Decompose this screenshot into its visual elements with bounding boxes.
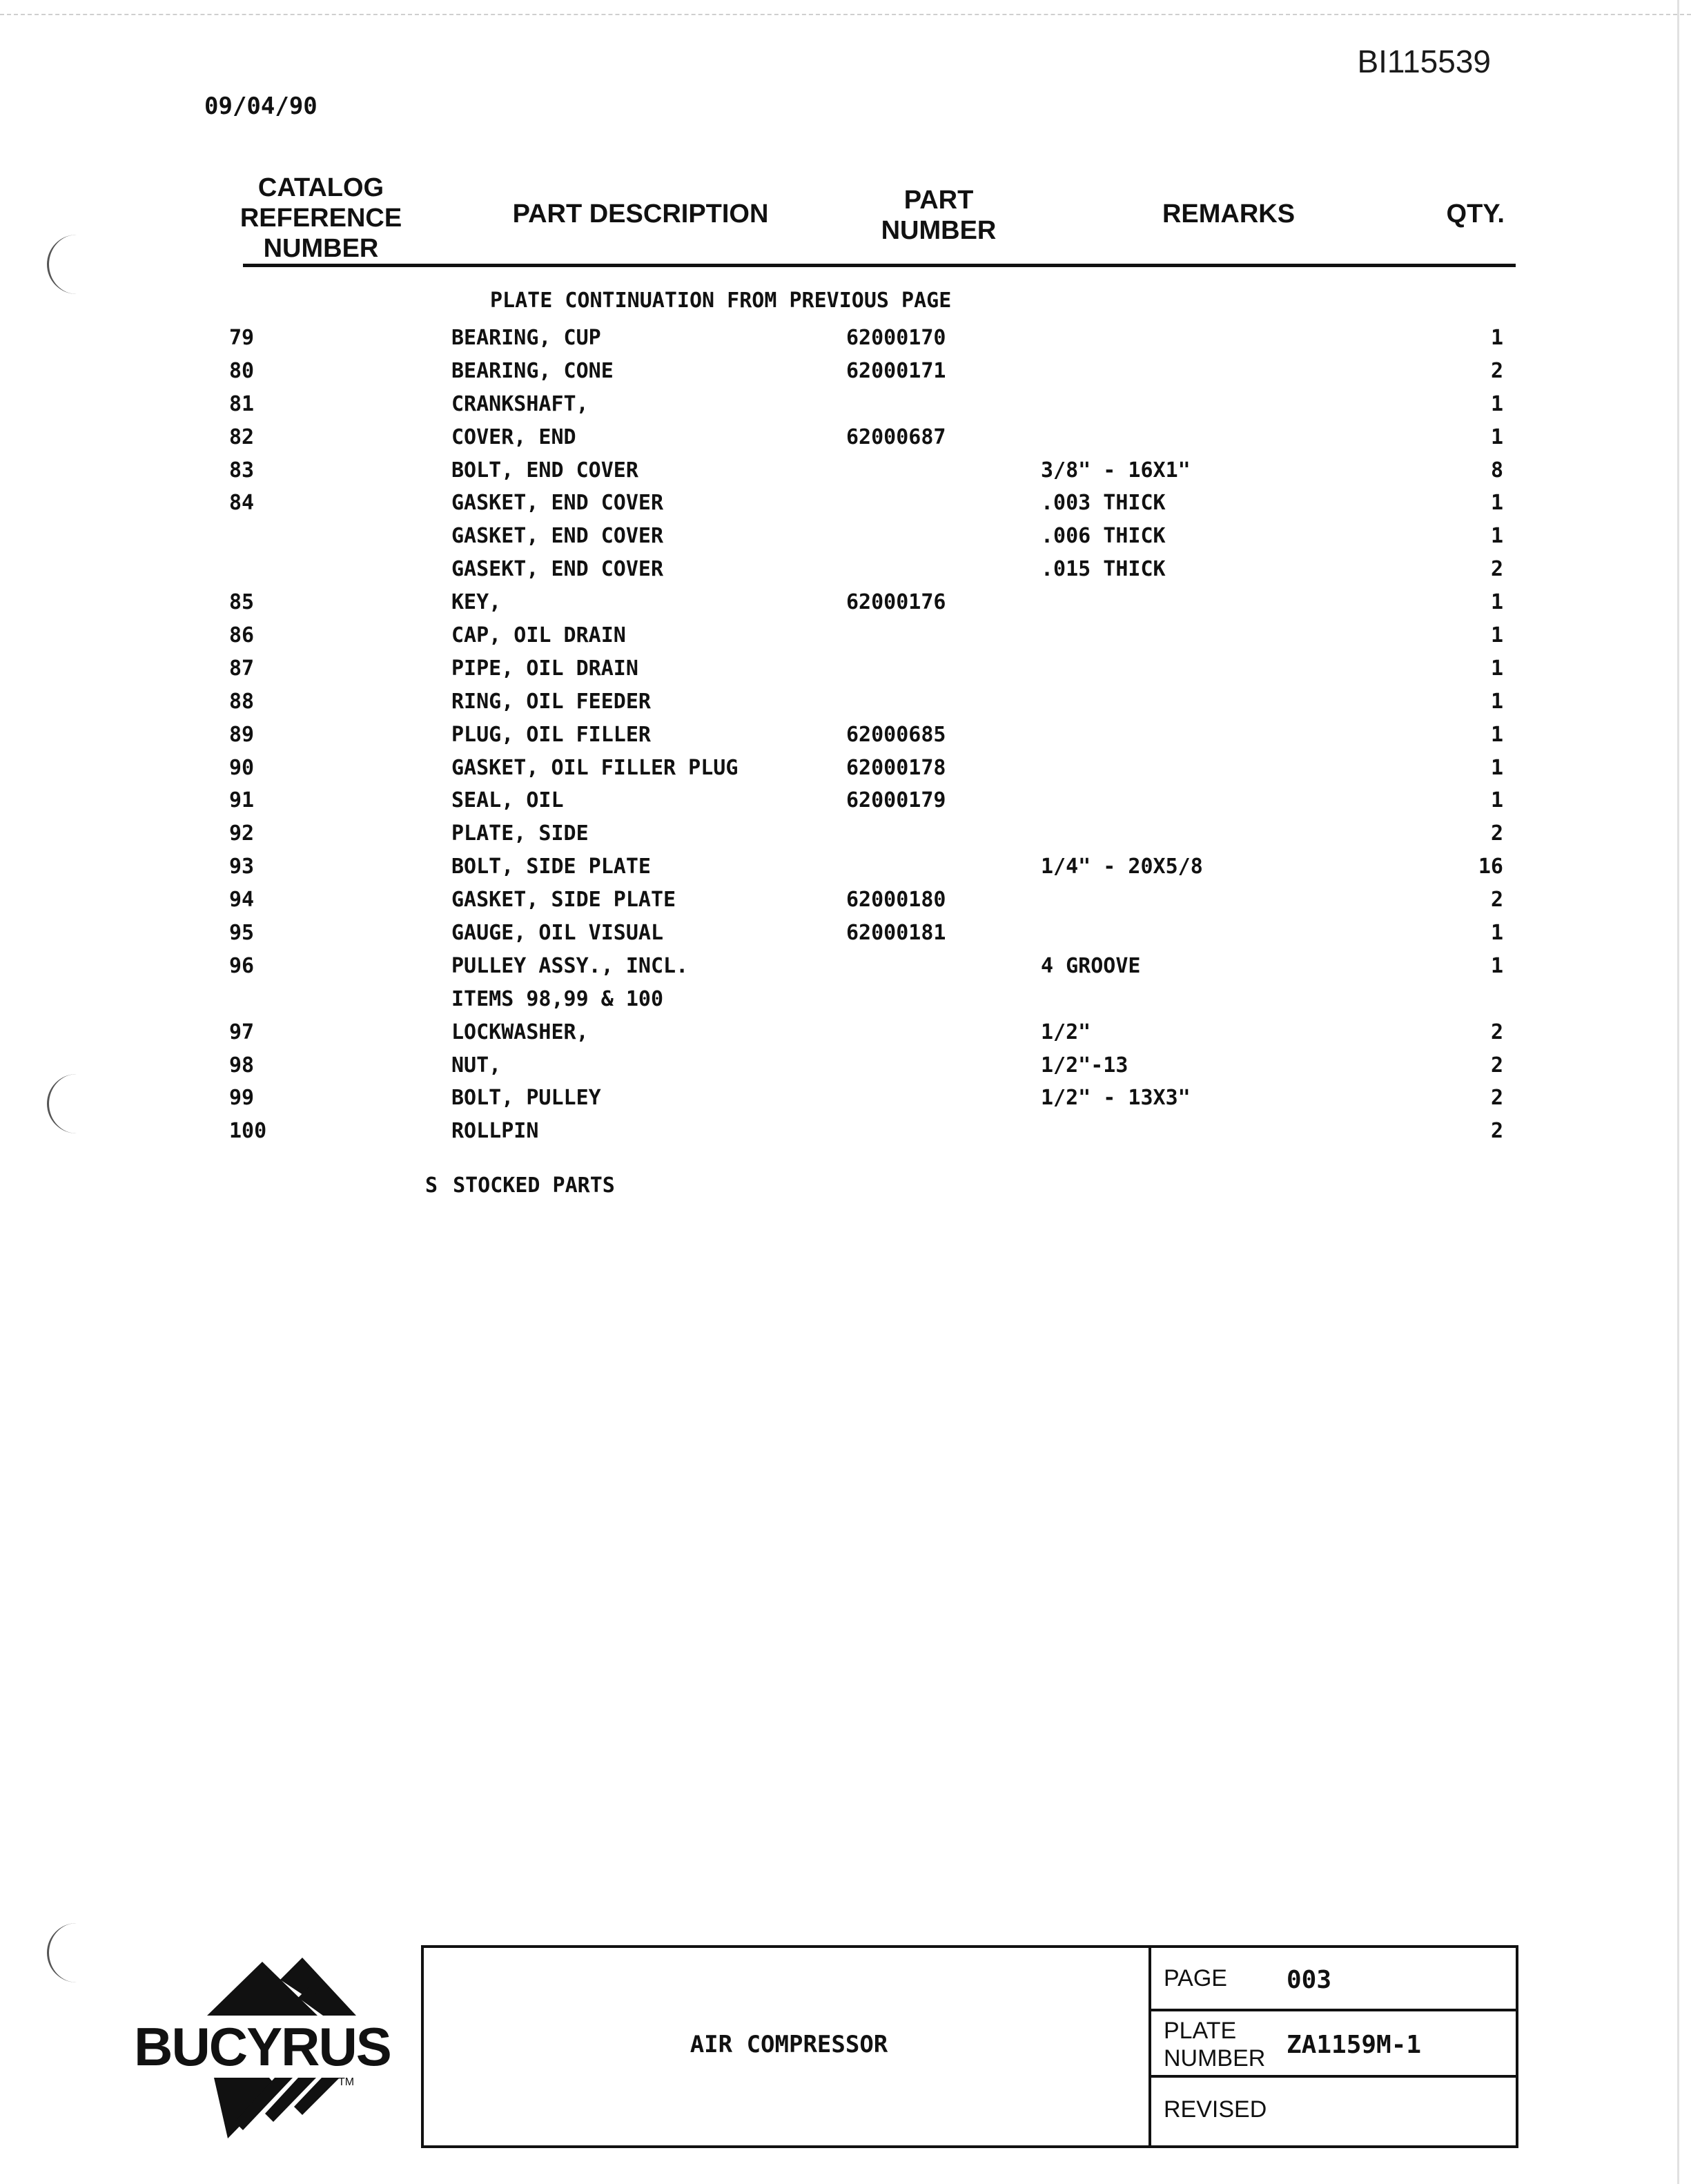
catalog-reference-cell: 85 bbox=[229, 590, 255, 615]
part-description-cell: BOLT, SIDE PLATE bbox=[451, 855, 651, 879]
part-number-cell: 62000179 bbox=[846, 788, 946, 813]
qty-cell: 1 bbox=[1490, 921, 1503, 946]
part-number-cell: 62000176 bbox=[846, 590, 946, 615]
table-row bbox=[0, 850, 1691, 884]
qty-cell: 2 bbox=[1490, 557, 1503, 582]
catalog-reference-cell: 81 bbox=[229, 391, 255, 416]
page-label: PAGE bbox=[1164, 1965, 1227, 1991]
part-description-cell: CAP, OIL DRAIN bbox=[451, 623, 626, 648]
catalog-reference-cell: 83 bbox=[229, 458, 255, 482]
header-remarks: REMARKS bbox=[1162, 199, 1296, 228]
plate-number-cell bbox=[1151, 2011, 1516, 2078]
catalog-reference-cell: 80 bbox=[229, 358, 255, 383]
part-description-cell: SEAL, OIL bbox=[451, 788, 564, 813]
table-row bbox=[0, 1115, 1691, 1148]
remarks-cell: 1/4" - 20X5/8 bbox=[1041, 855, 1203, 879]
catalog-reference-cell: 98 bbox=[229, 1053, 255, 1078]
table-row bbox=[0, 685, 1691, 719]
qty-cell: 16 bbox=[1478, 855, 1503, 879]
qty-cell: 1 bbox=[1490, 788, 1503, 813]
catalog-reference-cell: 99 bbox=[229, 1086, 255, 1111]
catalog-reference-cell: 96 bbox=[229, 953, 255, 978]
table-row bbox=[0, 619, 1691, 652]
qty-cell: 2 bbox=[1490, 1086, 1503, 1111]
remarks-cell: 1/2" bbox=[1041, 1020, 1091, 1044]
page-cell bbox=[1151, 1948, 1516, 2011]
catalog-reference-cell: 92 bbox=[229, 821, 255, 846]
qty-cell: 8 bbox=[1490, 458, 1503, 482]
catalog-reference-cell: 89 bbox=[229, 722, 255, 747]
table-row bbox=[0, 388, 1691, 421]
qty-cell: 1 bbox=[1490, 425, 1503, 449]
part-number-cell: 62000178 bbox=[846, 755, 946, 780]
qty-cell: 1 bbox=[1490, 755, 1503, 780]
catalog-reference-cell: 93 bbox=[229, 855, 255, 879]
catalog-reference-cell: 79 bbox=[229, 326, 255, 350]
binder-hole-mark bbox=[47, 1923, 85, 1982]
table-row bbox=[0, 520, 1691, 553]
assembly-title: AIR COMPRESSOR bbox=[690, 2031, 888, 2058]
scan-top-edge bbox=[0, 14, 1691, 15]
table-row bbox=[0, 784, 1691, 817]
company-logo-wordmark: BUCYRUS bbox=[134, 2016, 391, 2077]
remarks-cell: 3/8" - 16X1" bbox=[1041, 458, 1191, 482]
table-row bbox=[0, 752, 1691, 785]
table-row bbox=[0, 652, 1691, 685]
plate-info-block bbox=[1148, 1945, 1518, 2148]
part-description-cell: GASEKT, END COVER bbox=[451, 557, 664, 582]
table-row bbox=[0, 454, 1691, 487]
plate-number-value: ZA1159M-1 bbox=[1287, 2031, 1422, 2059]
qty-cell: 1 bbox=[1490, 491, 1503, 516]
remarks-cell: 1/2" - 13X3" bbox=[1041, 1086, 1191, 1111]
table-row bbox=[0, 817, 1691, 850]
qty-cell: 1 bbox=[1490, 722, 1503, 747]
header-divider bbox=[243, 264, 1516, 267]
catalog-reference-cell: 87 bbox=[229, 656, 255, 681]
qty-cell: 2 bbox=[1490, 1119, 1503, 1144]
revised-cell bbox=[1151, 2078, 1516, 2143]
part-description-cell: RING, OIL FEEDER bbox=[451, 689, 651, 714]
revised-label: REVISED bbox=[1164, 2096, 1267, 2123]
qty-cell: 2 bbox=[1490, 358, 1503, 383]
catalog-reference-cell: 97 bbox=[229, 1020, 255, 1044]
page-number: 003 bbox=[1287, 1966, 1332, 1994]
table-row bbox=[0, 322, 1691, 355]
binder-hole-mark bbox=[47, 235, 85, 294]
part-number-cell: 62000181 bbox=[846, 921, 946, 946]
document-date: 09/04/90 bbox=[204, 92, 317, 120]
qty-cell: 2 bbox=[1490, 1020, 1503, 1044]
qty-cell: 1 bbox=[1490, 623, 1503, 648]
remarks-cell: 4 GROOVE bbox=[1041, 953, 1141, 978]
catalog-reference-cell: 88 bbox=[229, 689, 255, 714]
part-description-cell: PIPE, OIL DRAIN bbox=[451, 656, 638, 681]
part-description-cell: BEARING, CONE bbox=[451, 358, 614, 383]
table-row bbox=[0, 553, 1691, 586]
part-description-cell: GASKET, OIL FILLER PLUG bbox=[451, 755, 739, 780]
remarks-cell: .006 THICK bbox=[1041, 524, 1166, 549]
table-row bbox=[0, 487, 1691, 520]
stocked-parts-legend bbox=[425, 1173, 615, 1198]
part-description-cell: NUT, bbox=[451, 1053, 502, 1078]
part-description-cell: ROLLPIN bbox=[451, 1119, 539, 1144]
continuation-note: PLATE CONTINUATION FROM PREVIOUS PAGE bbox=[490, 289, 952, 313]
stocked-mark: S bbox=[425, 1173, 438, 1198]
part-number-cell: 62000180 bbox=[846, 888, 946, 913]
header-part-number: PART NUMBER bbox=[881, 186, 997, 245]
document-id: BI115539 bbox=[1357, 43, 1491, 79]
catalog-reference-cell: 95 bbox=[229, 921, 255, 946]
part-description-cell: PULLEY ASSY., INCL. bbox=[451, 953, 689, 978]
part-description-cell: GASKET, END COVER bbox=[451, 524, 664, 549]
qty-cell: 2 bbox=[1490, 888, 1503, 913]
part-number-cell: 62000685 bbox=[846, 722, 946, 747]
catalog-reference-cell: 91 bbox=[229, 788, 255, 813]
table-row bbox=[0, 1082, 1691, 1115]
plate-number-label: PLATE NUMBER bbox=[1164, 2018, 1266, 2071]
qty-cell: 1 bbox=[1490, 656, 1503, 681]
remarks-cell: .015 THICK bbox=[1041, 557, 1166, 582]
qty-cell: 1 bbox=[1490, 524, 1503, 549]
part-number-cell: 62000170 bbox=[846, 326, 946, 350]
table-row bbox=[0, 983, 1691, 1016]
part-description-cell: CRANKSHAFT, bbox=[451, 391, 589, 416]
parts-table bbox=[0, 322, 1691, 1148]
qty-cell: 1 bbox=[1490, 391, 1503, 416]
stocked-label: STOCKED PARTS bbox=[453, 1173, 615, 1198]
part-description-cell: PLATE, SIDE bbox=[451, 821, 589, 846]
part-description-cell: GASKET, SIDE PLATE bbox=[451, 888, 676, 913]
part-description-cell: GASKET, END COVER bbox=[451, 491, 664, 516]
table-row bbox=[0, 719, 1691, 752]
part-number-cell: 62000687 bbox=[846, 425, 946, 449]
part-description-cell: GAUGE, OIL VISUAL bbox=[451, 921, 664, 946]
table-row bbox=[0, 421, 1691, 454]
table-row bbox=[0, 950, 1691, 983]
part-description-cell: KEY, bbox=[451, 590, 502, 615]
trademark-mark: TM bbox=[338, 2076, 355, 2088]
title-block bbox=[421, 1945, 1154, 2148]
catalog-reference-cell: 94 bbox=[229, 888, 255, 913]
qty-cell: 1 bbox=[1490, 689, 1503, 714]
remarks-cell: .003 THICK bbox=[1041, 491, 1166, 516]
catalog-reference-cell: 84 bbox=[229, 491, 255, 516]
part-description-cell: COVER, END bbox=[451, 425, 576, 449]
table-row bbox=[0, 355, 1691, 388]
catalog-reference-cell: 82 bbox=[229, 425, 255, 449]
qty-cell: 1 bbox=[1490, 590, 1503, 615]
part-description-cell: ITEMS 98,99 & 100 bbox=[451, 986, 664, 1011]
catalog-reference-cell: 90 bbox=[229, 755, 255, 780]
header-qty: QTY. bbox=[1446, 199, 1505, 228]
table-row bbox=[0, 1016, 1691, 1049]
qty-cell: 1 bbox=[1490, 326, 1503, 350]
qty-cell: 2 bbox=[1490, 1053, 1503, 1078]
part-description-cell: BOLT, END COVER bbox=[451, 458, 638, 482]
qty-cell: 1 bbox=[1490, 953, 1503, 978]
catalog-reference-cell: 100 bbox=[229, 1119, 267, 1144]
part-number-cell: 62000171 bbox=[846, 358, 946, 383]
table-row bbox=[0, 884, 1691, 917]
part-description-cell: LOCKWASHER, bbox=[451, 1020, 589, 1044]
table-row bbox=[0, 1049, 1691, 1082]
header-catalog-reference: CATALOG REFERENCE NUMBER bbox=[240, 173, 402, 263]
qty-cell: 2 bbox=[1490, 821, 1503, 846]
catalog-reference-cell: 86 bbox=[229, 623, 255, 648]
part-description-cell: PLUG, OIL FILLER bbox=[451, 722, 651, 747]
table-row bbox=[0, 586, 1691, 619]
part-description-cell: BOLT, PULLEY bbox=[451, 1086, 601, 1111]
header-part-description: PART DESCRIPTION bbox=[512, 199, 769, 228]
part-description-cell: BEARING, CUP bbox=[451, 326, 601, 350]
table-row bbox=[0, 917, 1691, 950]
remarks-cell: 1/2"-13 bbox=[1041, 1053, 1128, 1078]
